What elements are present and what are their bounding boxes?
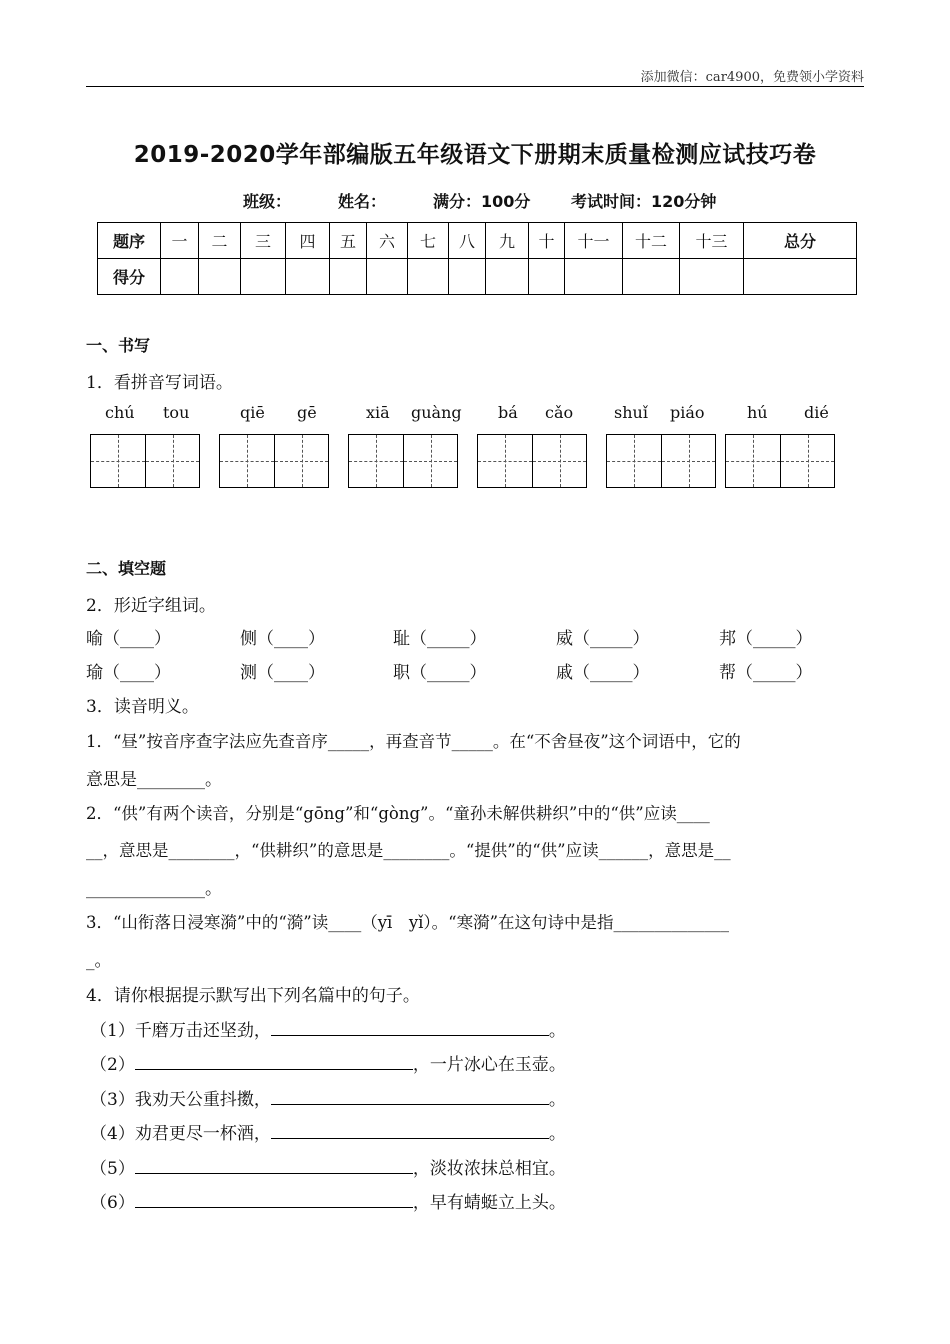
score-col: 六 [367, 223, 408, 259]
tianzige-box[interactable] [90, 434, 200, 488]
score-col: 十三 [680, 223, 744, 259]
score-cell[interactable] [529, 259, 565, 295]
score-col: 七 [408, 223, 449, 259]
score-col: 五 [330, 223, 367, 259]
similar-char-item: 邦（_____） [719, 629, 813, 649]
score-cell[interactable] [449, 259, 486, 295]
score-col: 十 [529, 223, 565, 259]
question-3-1-line1: 1．“昼”按音序查字法应先查音序_____，再查音节_____。在“不舍昼夜”这个词语中，它的 [86, 732, 741, 751]
score-cell[interactable] [161, 259, 199, 295]
pinyin: piáo [670, 403, 705, 422]
similar-char-item: 喻（____） [86, 629, 171, 649]
tianzige-box[interactable] [219, 434, 329, 488]
answer-blank[interactable] [271, 1020, 549, 1036]
question-3-2-line1: 2．“供”有两个读音，分别是“gōng”和“gòng”。“童孙未解供耕织”中的“供”应读____ [86, 804, 710, 823]
answer-blank[interactable] [135, 1158, 413, 1174]
question-2: 2．形近字组词。 [86, 596, 216, 616]
question-3-3-line2: _。 [86, 951, 112, 971]
poem-num: （4） [90, 1124, 135, 1144]
score-table [97, 222, 857, 295]
poem-post: 。 [548, 1021, 566, 1041]
poem-line-5 [90, 1154, 566, 1179]
info-exam-time: 考试时间：120分钟 [571, 192, 717, 211]
header-note: 添加微信：car4900，免费领小学资料 [640, 70, 864, 85]
pinyin: dié [804, 403, 829, 422]
tianzige-box[interactable] [606, 434, 716, 488]
answer-blank[interactable] [271, 1089, 549, 1105]
score-header-row [98, 223, 857, 259]
section-heading-writing: 一、书写 [86, 336, 151, 355]
score-row-label: 题序 [98, 223, 161, 259]
score-col: 四 [286, 223, 330, 259]
pinyin: cǎo [545, 403, 574, 422]
info-name: 姓名： [338, 192, 387, 211]
similar-char-item: 戚（_____） [556, 663, 650, 683]
question-3-1-line2: 意思是________。 [86, 770, 222, 790]
pinyin: gē [297, 403, 317, 422]
pinyin: bá [498, 403, 518, 422]
poem-post: ，一片冰心在玉壶。 [412, 1055, 566, 1075]
score-col: 八 [449, 223, 486, 259]
score-cell[interactable] [486, 259, 529, 295]
pinyin: tou [163, 403, 190, 422]
tianzige-box[interactable] [348, 434, 458, 488]
header-rule [86, 86, 864, 87]
pinyin: guàng [411, 403, 462, 422]
score-cell[interactable] [408, 259, 449, 295]
question-3-2-line2: __，意思是________，“供耕织”的意思是________。“提供”的“供”应读______，意思是__ [86, 841, 731, 860]
poem-num: （5） [90, 1159, 135, 1179]
score-cell[interactable] [367, 259, 408, 295]
score-row-label: 得分 [98, 259, 161, 295]
poem-pre: 我劝天公重抖擞， [134, 1090, 271, 1110]
poem-post: 。 [548, 1090, 566, 1110]
section-heading-fill: 二、填空题 [86, 559, 167, 578]
pinyin: qiē [240, 403, 265, 422]
similar-char-item: 瑜（____） [86, 663, 171, 683]
score-total-label: 总分 [744, 223, 857, 259]
score-cell[interactable] [199, 259, 241, 295]
poem-line-6 [90, 1188, 566, 1213]
pinyin: shuǐ [614, 403, 648, 422]
similar-char-item: 职（_____） [393, 663, 487, 683]
poem-line-3 [90, 1085, 566, 1110]
info-full-score: 满分：100分 [433, 192, 531, 211]
score-col: 十一 [565, 223, 623, 259]
score-cell[interactable] [565, 259, 623, 295]
poem-pre: 千磨万击还坚劲， [134, 1021, 271, 1041]
info-class: 班级： [243, 192, 292, 211]
score-cell[interactable] [744, 259, 857, 295]
poem-post: ，早有蜻蜓立上头。 [412, 1193, 566, 1213]
pinyin: xiā [366, 403, 390, 422]
answer-blank[interactable] [135, 1054, 413, 1070]
poem-line-4 [90, 1119, 566, 1144]
tianzige-box[interactable] [477, 434, 587, 488]
score-cell[interactable] [286, 259, 330, 295]
pinyin: chú [105, 403, 135, 422]
score-col: 一 [161, 223, 199, 259]
poem-line-1 [90, 1016, 566, 1041]
poem-line-2 [90, 1050, 566, 1075]
answer-blank[interactable] [135, 1192, 413, 1208]
pinyin: hú [747, 403, 768, 422]
question-1: 1．看拼音写词语。 [86, 373, 233, 393]
question-4: 4．请你根据提示默写出下列名篇中的句子。 [86, 986, 420, 1006]
similar-char-item: 帮（_____） [719, 663, 813, 683]
score-cell[interactable] [241, 259, 286, 295]
score-col: 九 [486, 223, 529, 259]
poem-post: ，淡妆浓抹总相宜。 [412, 1159, 566, 1179]
tianzige-box[interactable] [725, 434, 835, 488]
similar-char-item: 测（____） [240, 663, 325, 683]
poem-num: （1） [90, 1021, 135, 1041]
score-col: 十二 [623, 223, 680, 259]
score-col: 三 [241, 223, 286, 259]
score-cell[interactable] [623, 259, 680, 295]
page-title: 2019-2020学年部编版五年级语文下册期末质量检测应试技巧卷 [133, 142, 817, 168]
question-3-3-line1: 3．“山衔落日浸寒漪”中的“漪”读____（yī yǐ）。“寒漪”在这句诗中是指______________ [86, 913, 730, 932]
poem-pre: 劝君更尽一杯酒， [134, 1124, 271, 1144]
question-3: 3．读音明义。 [86, 697, 199, 717]
similar-char-item: 威（_____） [556, 629, 650, 649]
question-3-2-line3: ______________。 [86, 879, 222, 899]
score-cell[interactable] [330, 259, 367, 295]
answer-blank[interactable] [271, 1123, 549, 1139]
poem-num: （2） [90, 1055, 135, 1075]
similar-char-item: 耻（_____） [393, 629, 487, 649]
poem-num: （3） [90, 1090, 135, 1110]
similar-char-item: 侧（____） [240, 629, 325, 649]
poem-num: （6） [90, 1193, 135, 1213]
poem-post: 。 [548, 1124, 566, 1144]
score-value-row [98, 259, 857, 295]
score-cell[interactable] [680, 259, 744, 295]
score-col: 二 [199, 223, 241, 259]
